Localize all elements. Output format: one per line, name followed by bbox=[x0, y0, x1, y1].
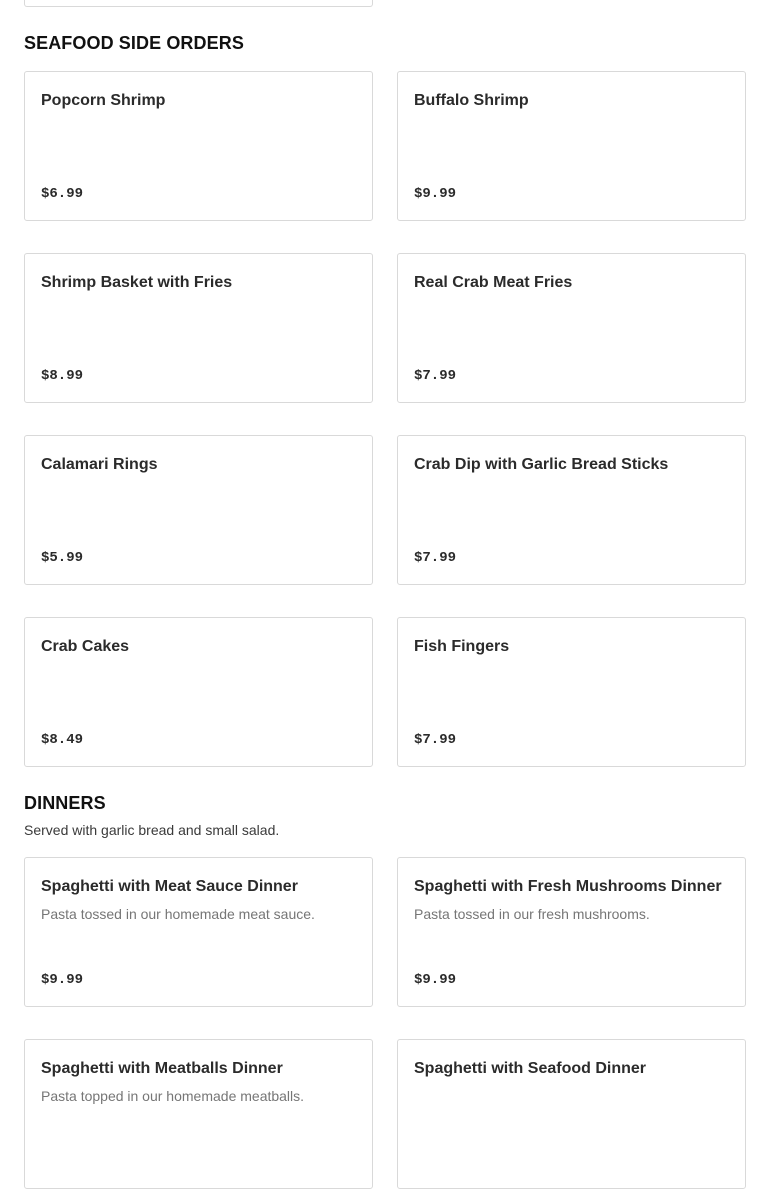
menu-item-card[interactable] bbox=[24, 617, 373, 767]
menu-item-card[interactable] bbox=[397, 1039, 746, 1189]
menu-item-name: Shrimp Basket with Fries bbox=[41, 274, 233, 291]
seafood-side-orders-grid bbox=[24, 71, 746, 767]
menu-item-price: $9.99 bbox=[41, 972, 84, 988]
menu-item-name: Spaghetti with Meatballs Dinner bbox=[41, 1060, 283, 1077]
menu-item-card[interactable] bbox=[24, 1039, 373, 1189]
menu-item-name: Fish Fingers bbox=[414, 638, 510, 655]
menu-item-name: Spaghetti with Meat Sauce Dinner bbox=[41, 878, 298, 895]
menu-item-name: Popcorn Shrimp bbox=[41, 92, 166, 109]
menu-item-card[interactable] bbox=[24, 71, 373, 221]
menu-item-price: $8.49 bbox=[41, 732, 84, 748]
menu-item-price: $6.99 bbox=[41, 186, 84, 202]
menu-item-card[interactable] bbox=[24, 435, 373, 585]
section-subtitle-dinners: Served with garlic bread and small salad. bbox=[24, 822, 280, 838]
menu-item-card[interactable] bbox=[24, 253, 373, 403]
menu-item-name: Spaghetti with Fresh Mushrooms Dinner bbox=[414, 878, 722, 895]
menu-item-description: Pasta tossed in our homemade meat sauce. bbox=[41, 906, 315, 922]
menu-item-card[interactable] bbox=[397, 857, 746, 1007]
menu-item-name: Buffalo Shrimp bbox=[414, 92, 529, 109]
menu-item-name: Spaghetti with Seafood Dinner bbox=[414, 1060, 647, 1077]
menu-item-price: $9.99 bbox=[414, 186, 457, 202]
menu-item-description: Pasta topped in our homemade meatballs. bbox=[41, 1088, 305, 1104]
menu-item-card[interactable] bbox=[24, 857, 373, 1007]
menu-item-name: Crab Cakes bbox=[41, 638, 130, 655]
section-title-dinners: DINNERS bbox=[24, 793, 106, 813]
menu-item-price: $9.99 bbox=[414, 972, 457, 988]
menu-item-price: $7.99 bbox=[414, 550, 457, 566]
menu-item-name: Real Crab Meat Fries bbox=[414, 274, 573, 291]
menu-item-name: Crab Dip with Garlic Bread Sticks bbox=[414, 456, 669, 473]
menu-item-card[interactable] bbox=[397, 253, 746, 403]
menu-item-price: $7.99 bbox=[414, 732, 457, 748]
menu-item-price: $5.99 bbox=[41, 550, 84, 566]
menu-item-description: Pasta tossed in our fresh mushrooms. bbox=[414, 906, 650, 922]
menu-item-card[interactable] bbox=[397, 435, 746, 585]
dinners-grid bbox=[24, 857, 746, 1189]
menu-item-name: Calamari Rings bbox=[41, 456, 158, 473]
previous-menu-item-card[interactable] bbox=[24, 0, 373, 7]
section-title-seafood-side-orders: SEAFOOD SIDE ORDERS bbox=[24, 33, 244, 53]
menu-item-price: $8.99 bbox=[41, 368, 84, 384]
menu-item-card[interactable] bbox=[397, 71, 746, 221]
menu-item-card[interactable] bbox=[397, 617, 746, 767]
menu-item-price: $7.99 bbox=[414, 368, 457, 384]
